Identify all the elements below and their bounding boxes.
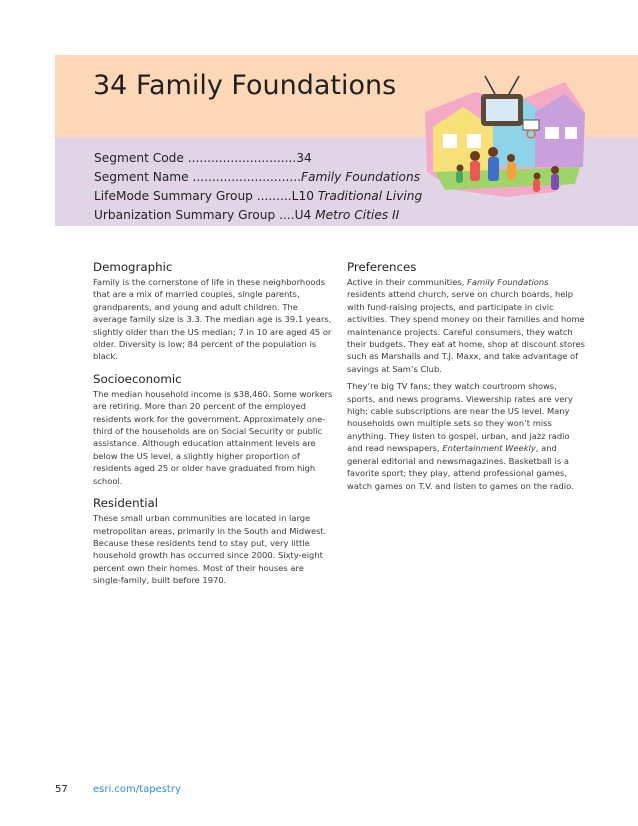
preferences-p1-emphasis: Family Foundations (467, 277, 549, 287)
lifemode-value: Traditional Living (317, 189, 423, 203)
preferences-heading: Preferences (347, 260, 417, 274)
left-column (93, 260, 333, 596)
segment-info-list (94, 149, 422, 225)
lifemode-label: LifeMode Summary Group .........L10 (94, 189, 318, 203)
residential-text: These small urban communities are located in large metropolitan areas, primarily in the South and Midwest. Because these residents tend to stay put, very little household growth has occurred since 2000. Sixty-eight percent own their homes. Most of their houses are single-family, built before 1970. (93, 513, 327, 586)
socioeconomic-section (93, 372, 333, 487)
urbanization-label: Urbanization Summary Group ....U4 (94, 208, 316, 222)
preferences-p1-text-b: residents attend church, serve on church boards, help with fund-raising projects, and participate in civic activities. They spend money on their families and home maintenance projects. Careful consumers, they watch their budgets. They eat at home, shop at discount stores such as Marshalls and T.J. Maxx, and take advantage of savings at Sam’s Club. (347, 289, 585, 374)
page-number: 57 (55, 784, 68, 795)
page-title: 34 Family Foundations (93, 70, 397, 101)
segment-code-label: Segment Code ............................ (94, 151, 297, 165)
urbanization-row (94, 206, 422, 225)
segment-name-label: Segment Name ............................ (94, 170, 302, 184)
preferences-p2-text-a: They’re big TV fans; they watch courtroom shows, sports, and news programs. Viewership rates are very high; cable subscriptions are near the US level. Many households own multiple sets so they won’t miss anything. They listen to gospel, urban, and jazz radio and read newspapers, (347, 381, 573, 454)
segment-name-row (94, 168, 422, 187)
right-column (347, 260, 587, 492)
preferences-p2-text-b: , and general editorial and newsmagazines. Basketball is a favorite sport; they play, attend professional games, watch games on T.V. and listen to games on the radio. (347, 443, 574, 491)
residential-section (93, 496, 333, 586)
preferences-paragraph-2 (347, 380, 587, 492)
preferences-p2-emphasis: Entertainment Weekly (442, 443, 536, 454)
socioeconomic-heading: Socioeconomic (93, 371, 182, 386)
preferences-p1-text-a: Active in their communities, (347, 277, 468, 287)
preferences-section (347, 260, 587, 492)
footer-url-link[interactable]: esri.com/tapestry (93, 784, 181, 795)
lifemode-row (94, 187, 422, 206)
demographic-heading: Demographic (93, 260, 173, 274)
socioeconomic-text: The median household income is $38,460. Some workers are retiring. More than 20 percent of the employed residents work for the government. Approximately one-third of the households are on Social Security or public assistance. Although education attainment levels are below the US level, a slightly higher proportion of residents aged 25 or older have graduated from high school. (93, 388, 333, 486)
family-neighborhood-illustration (415, 72, 590, 212)
segment-name-value: Family Foundations (301, 170, 421, 184)
demographic-text: Family is the cornerstone of life in these neighborhoods that are a mix of married couples, single parents, grandparents, and young and adult children. The average family size is 3.3. The median age is 39.1 years, slightly older than the US median; 7 in 10 are aged 45 or older. Diversity is low; 84 percent of the population is black. (93, 277, 332, 362)
segment-code-value: 34 (296, 151, 312, 165)
demographic-section (93, 260, 333, 363)
urbanization-value: Metro Cities II (315, 208, 400, 222)
segment-code-row (94, 149, 422, 168)
residential-heading: Residential (93, 496, 158, 511)
preferences-paragraph-1 (347, 276, 587, 375)
